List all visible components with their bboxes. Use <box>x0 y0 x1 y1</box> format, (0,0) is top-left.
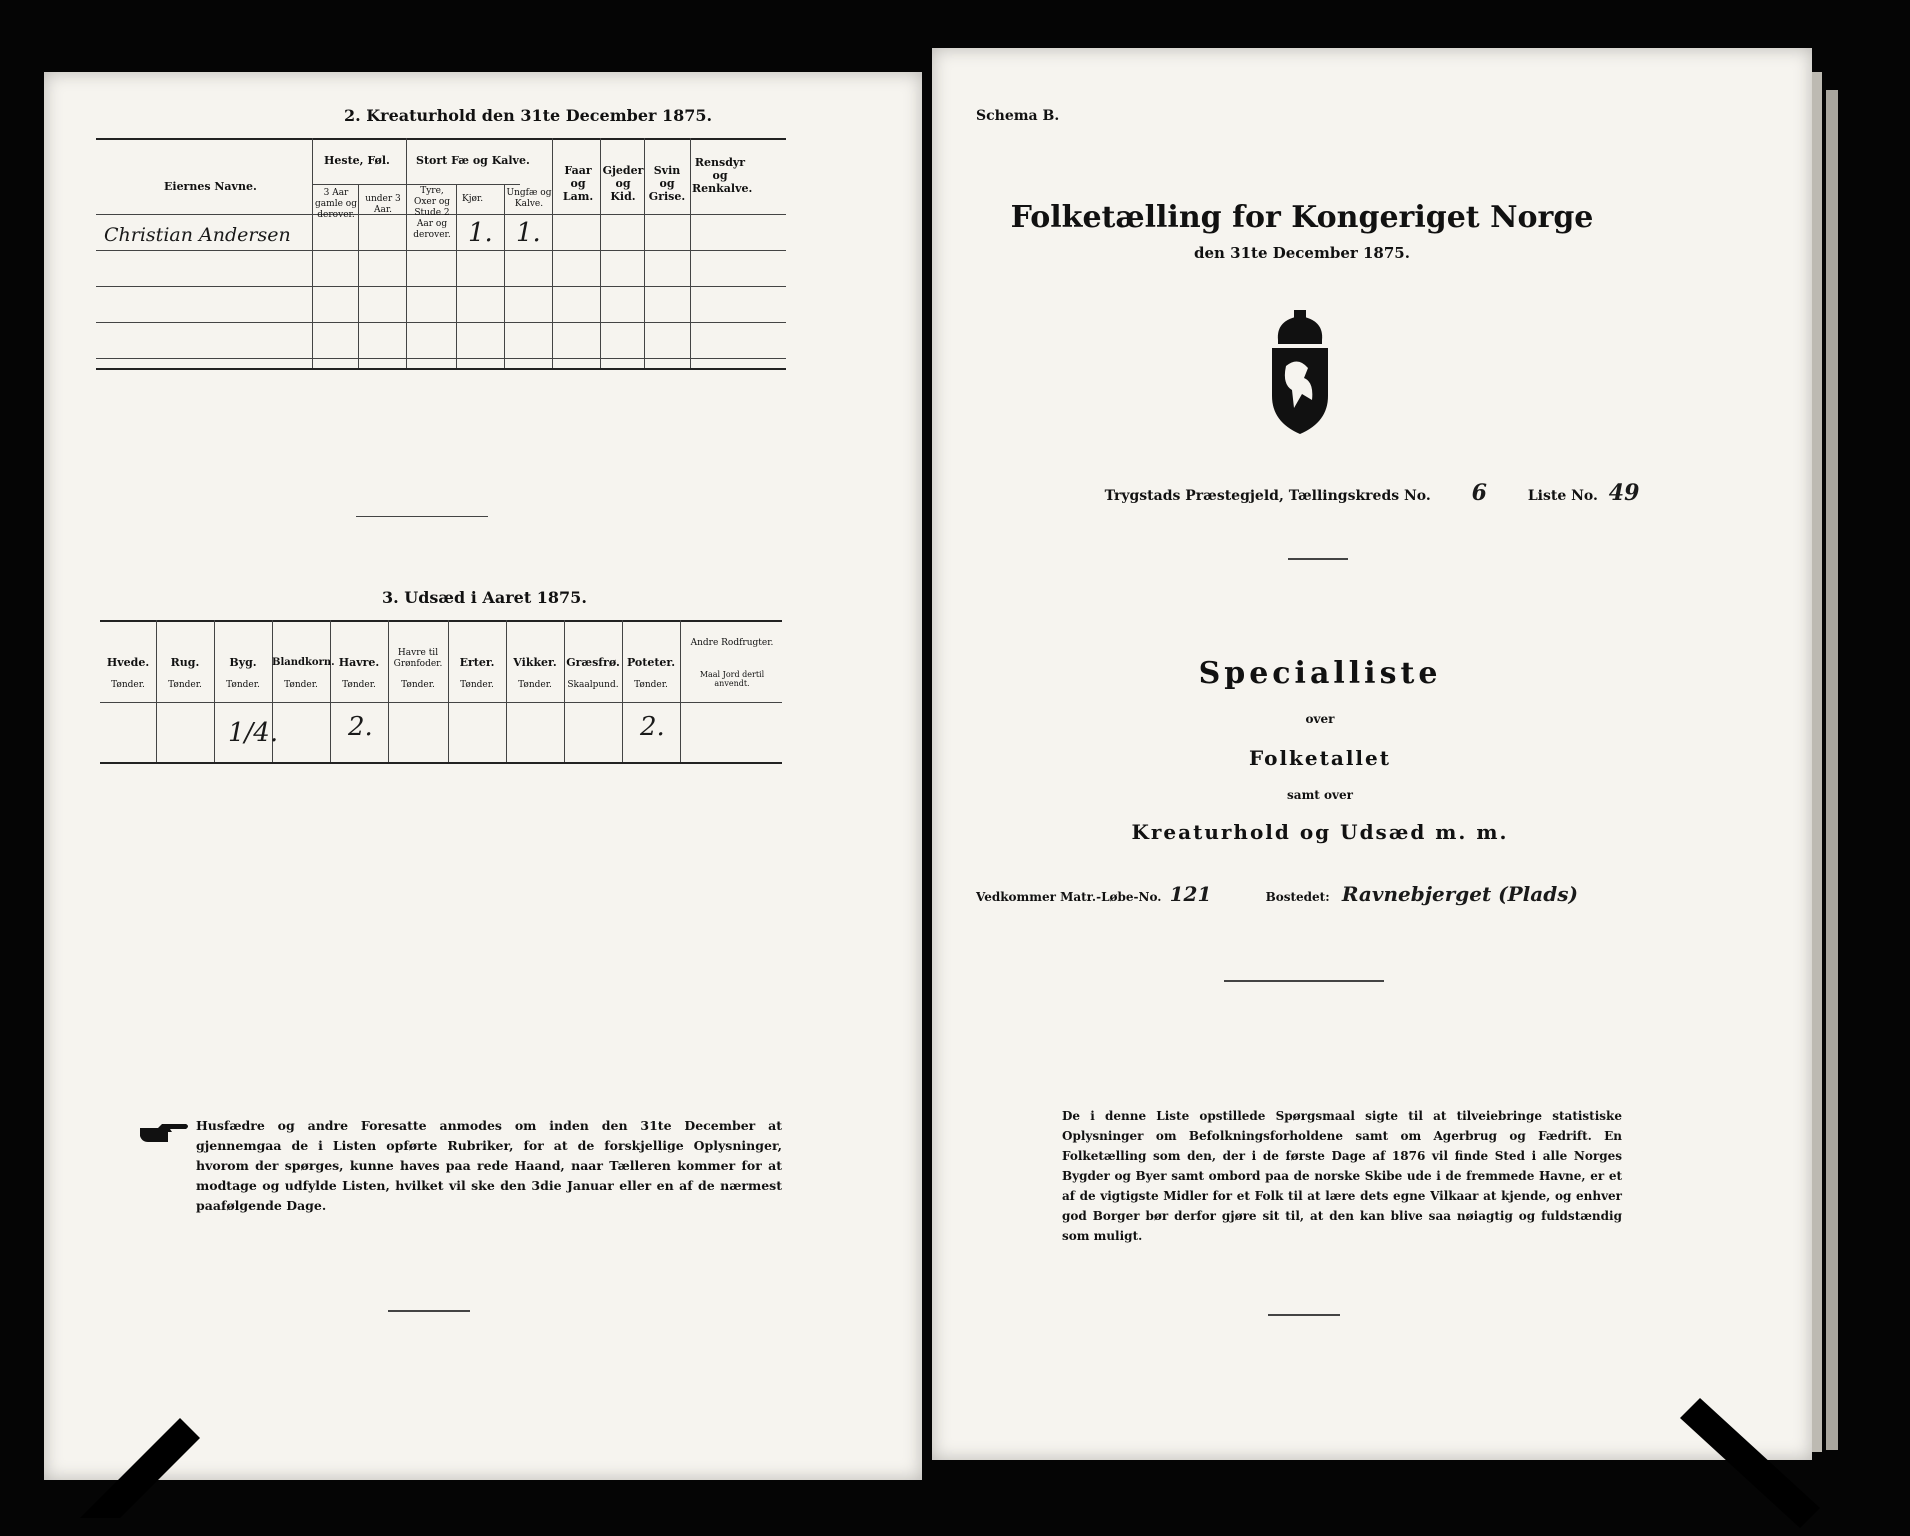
young-cattle-header: Ungfæ og Kalve. <box>506 188 552 209</box>
owner-name: Christian Andersen <box>104 224 291 246</box>
right-page <box>932 48 1812 1460</box>
seed-col-unit: Tønder. <box>111 680 145 690</box>
seed-col-line <box>330 620 331 762</box>
livestock-col-line <box>552 138 553 368</box>
schema-label: Schema B. <box>976 108 1060 124</box>
seed-col-label: Blandkorn. <box>272 657 335 668</box>
livestock-col-line <box>456 184 457 368</box>
seed-col-label: Havre. <box>338 656 380 669</box>
seed-col-label: Hvede. <box>106 656 150 669</box>
seed-col-unit: Maal Jord dertil anvendt. <box>699 670 765 688</box>
sheep-header: Faar og Lam. <box>562 164 594 203</box>
seed-col-label: Poteter. <box>626 656 676 669</box>
seed-title: 3. Udsæd i Aaret 1875. <box>382 588 587 607</box>
seed-col-unit: Tønder. <box>401 680 435 690</box>
seed-col-unit: Tønder. <box>634 680 668 690</box>
matr-value: 121 <box>1169 882 1212 906</box>
livestock-title: 2. Kreaturhold den 31te December 1875. <box>344 106 713 125</box>
seed-col-label: Græsfrø. <box>566 656 620 669</box>
samt-over-text: samt over <box>1287 788 1353 802</box>
parish-label: Trygstads Præstegjeld, <box>1104 488 1284 504</box>
horses-header: Heste, Føl. <box>324 154 390 167</box>
over-text: over <box>1305 712 1335 726</box>
seed-col-label: Byg. <box>229 656 257 669</box>
seed-col-line <box>680 620 681 762</box>
matr-label: Vedkommer Matr.-Løbe-No. <box>976 890 1162 904</box>
seed-col-label: Havre til Grønfoder. <box>393 648 443 669</box>
separator-line <box>356 516 488 517</box>
havre-value: 2. <box>348 712 373 742</box>
cows-header: Kjør. <box>462 194 484 204</box>
census-date: den 31te December 1875. <box>1194 244 1410 262</box>
horse-young-header: under 3 Aar. <box>365 194 401 215</box>
seed-col-label: Andre Rodfrugter. <box>690 638 774 648</box>
livestock-row-line <box>96 286 786 287</box>
bosted-label: Bostedet: <box>1265 890 1330 904</box>
list-value: 49 <box>1608 480 1640 506</box>
pigs-header: Svin og Grise. <box>648 164 686 203</box>
corner-clip-right-icon <box>1680 1398 1820 1528</box>
district-line <box>932 480 1812 506</box>
livestock-col-line <box>358 184 359 368</box>
seed-col-unit: Skaalpund. <box>567 680 619 690</box>
cattle-header: Stort Fæ og Kalve. <box>416 154 530 167</box>
list-label: Liste No. <box>1527 488 1598 504</box>
kreaturhold-text: Kreaturhold og Udsæd m. m. <box>1131 820 1509 844</box>
owner-header: Eiernes Navne. <box>164 180 257 193</box>
livestock-col-line <box>690 138 691 368</box>
seed-col-label: Rug. <box>170 656 200 669</box>
coat-of-arms-icon <box>1264 310 1336 440</box>
page-edge <box>1826 90 1838 1450</box>
byg-value: 1/4. <box>228 718 279 748</box>
livestock-row-line <box>96 322 786 323</box>
horse-old-header: 3 Aar gamle og derover. <box>315 188 357 220</box>
poteter-value: 2. <box>640 712 665 742</box>
seed-col-unit: Tønder. <box>284 680 318 690</box>
pointing-hand-icon <box>138 1120 192 1146</box>
seed-col-unit: Tønder. <box>518 680 552 690</box>
seed-table-bottom <box>100 762 782 764</box>
oxen-header: Tyre, Oxer og Stude 2 Aar og derover. <box>413 186 451 240</box>
corner-clip-left-icon <box>80 1398 200 1518</box>
page-edge <box>1812 72 1822 1452</box>
instructions-notice: Husfædre og andre Foresatte anmodes om inden den 31te December at gjennemgaa de i Listen opførte Rubriker, for at de forskjellige Oplysninger, hvorom der spørges, kunne haves paa rede Haand, naar Tælleren kommer for at modtage og udfylde Listen, hvilket vil ske den 3die Januar eller en af de nærmest paafølgende Dage. <box>196 1118 782 1213</box>
tally-label: Tællingskreds No. <box>1288 488 1431 504</box>
bosted-value: Ravnebjerget (Plads) <box>1341 882 1578 906</box>
seed-col-line <box>448 620 449 762</box>
livestock-col-line <box>312 138 313 368</box>
census-title: Folketælling for Kongeriget Norge <box>1010 200 1594 235</box>
folketallet-text: Folketallet <box>1249 746 1391 770</box>
seed-col-line <box>388 620 389 762</box>
seed-col-unit: Tønder. <box>460 680 494 690</box>
matr-line <box>976 882 1578 906</box>
goats-header: Gjeder og Kid. <box>602 164 644 203</box>
seed-col-unit: Tønder. <box>168 680 202 690</box>
left-page <box>44 72 922 1480</box>
footer-separator <box>1268 1314 1340 1316</box>
footer-notice: De i denne Liste opstillede Spørgsmaal sigte til at tilveiebringe statistiske Oplysninger om Befolkningsforholdene samt om Agerbrug og Fædrift. En Folketælling som den, der i de første Dage af 1876 vil finde Sted i alle Norges Bygder og Byer samt ombord paa de norske Skibe ude i de fremmede Havne, er et af de vigtigste Midler for et Folk til at lære dets egne Vilkaar at kjende, og enhver god Borger bør derfor gjøre sit til, at den kan blive saa nøiagtig og fuldstændig som muligt. <box>1062 1109 1622 1243</box>
seed-col-line <box>622 620 623 762</box>
livestock-col-line <box>600 138 601 368</box>
tally-value: 6 <box>1471 480 1487 506</box>
seed-col-line <box>564 620 565 762</box>
livestock-col-line <box>406 138 407 368</box>
livestock-col-line <box>504 184 505 368</box>
seed-col-unit: Tønder. <box>226 680 260 690</box>
reindeer-header: Rensdyr og Renkalve. <box>692 156 753 195</box>
special-list-title: Specialliste <box>1198 656 1442 691</box>
young-cattle-count: 1. <box>516 218 541 248</box>
title-separator <box>1288 558 1348 560</box>
seed-col-unit: Tønder. <box>342 680 376 690</box>
livestock-row-line <box>96 358 786 359</box>
livestock-col-line <box>644 138 645 368</box>
seed-col-line <box>214 620 215 762</box>
seed-col-label: Vikker. <box>513 656 557 669</box>
livestock-subheader-line <box>312 184 520 185</box>
seed-col-line <box>156 620 157 762</box>
livestock-table-top <box>96 138 786 140</box>
bottom-dash <box>388 1310 470 1312</box>
seed-col-line <box>506 620 507 762</box>
seed-col-label: Erter. <box>459 656 495 669</box>
matr-separator <box>1224 980 1384 982</box>
cows-count: 1. <box>468 218 493 248</box>
livestock-table-bottom <box>96 368 786 370</box>
livestock-row-line <box>96 250 786 251</box>
